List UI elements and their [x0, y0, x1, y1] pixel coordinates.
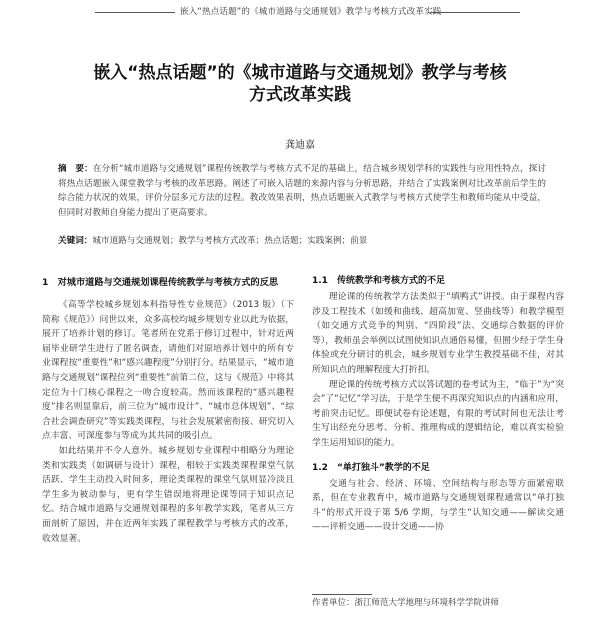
right-paragraph-1: 理论课的传统教学方法类似于“填鸭式”讲授。由于课程内容涉及工程技术（如缓和曲线、超高加宽、竖曲线等）和教学模型（如交通方式竞争的判别、“四阶段”法、交通综合数据的评价等），教师虽会举例以试图使知识点通俗易懂，但囿少经于学生身体验或充分研讨的机会，城乡规划专业学生教授基础不佳，对其所知识点的理解程度大打折扣。 [312, 292, 564, 375]
abstract-text: 在分析“城市道路与交通规划”课程传统教学与考核方式不足的基础上，结合城乡规划学科的实践性与应用性特点，探讨将热点话题嵌入课堂教学与考核的改革思路。阐述了可嵌入话题的来源内容与分析思路，并结合了实践案例对比改革前后学生的综合能力状况的效果，评价分层多元方法的过程。教改效果表明，热点话题嵌入式教学与考核方式使学生和教师均能从中受益，但同时对教师自身能力提出了更高要求。 [58, 164, 546, 218]
title-line-2: 方式改革实践 [249, 85, 351, 105]
title-line-1: 嵌入“热点话题”的《城市道路与交通规划》教学与考核 [93, 63, 507, 83]
running-head [0, 4, 600, 20]
running-head-rule-right [430, 12, 520, 13]
right-paragraph-3: 交通与社会、经济、环境、空间结构与形态等方面紧密联系，但在专业教育中，城市道路与交通规划课程通常以“单打独斗”的形式开设于第 5/6 学期，与学生“认知交通——解读交通——评析交通——设计交通——协 [312, 478, 564, 533]
keywords [58, 234, 546, 248]
footnote-rule [312, 594, 372, 595]
keywords-text: 城市道路与交通规划；教学与考核方式改革；热点话题；实践案例；前景 [92, 236, 368, 246]
right-paragraph-2: 理论课的传统考核方式以答试题的卷考试为主，“临于”为“突会”了“记忆”学习法，于是学生便不再深究知识点的内涵和应用，考前突击记忆。即便试卷有论述题，有限的考试时间也无法让考生写出经充分思考、分析、推理构成的逻辑结论，难以真实检验学生运用知识的能力。 [312, 379, 564, 448]
section-1-heading: 1 对城市道路与交通规划课程传统教学与考核方式的反思 [42, 277, 279, 288]
author-name: 龚迪嘉 [285, 140, 315, 151]
keywords-label: 关键词： [58, 236, 93, 246]
left-paragraph-1: 《高等学校城乡规划本科指导性专业规范》（2013 版）（下简称《规范》）问世以来，众多高校均城乡规划专业以此为依据，展开了培养计划的修订。笔者所在党系于修订过程中，针对近两届毕业研学生进行了匿名调查，请他们对原培养计划中的所有专业课程按“重要性”和“感兴趣程度”分别打分。结果显示，“城市道路与交通规划”课程位列“重要性”前第二位，这与《规范》中将其定位为十门核心课程之一吻合度较高。然而该课程的“感兴趣程度”排名则显靠后，前三位为“城市设计”、“城市总体规划”、“综合社会调查研究”等实践类课程，与社会发展紧密衔接、研究切入点丰富、可深度参与等成为其共同的吸引点。 [42, 300, 294, 442]
left-paragraph-2: 如此结果并不令人意外。城乡规划专业课程中相略分为理论类和实践类（如调研与设计）课程，相较于实践类课程课堂气氛活跃、学生主动投入时间多，理论类课程的课堂气氛则显冷淡且学生多为被动参与，更有学生错误地将理论课等同于知识点记忆。结合城市道路与交通规划课程的多年教学实践，笔者从三方面剖析了原因，并在近两年实践了课程教学与考核方式的改革，收效显著。 [42, 445, 294, 544]
running-head-rule-left [95, 12, 175, 13]
section-1-1-heading: 1.1 传统教学和考核方式的不足 [312, 276, 445, 286]
abstract [58, 162, 546, 220]
section-1-2-heading: 1.2 “单打独斗”教学的不足 [312, 462, 430, 473]
right-column [312, 274, 564, 535]
abstract-label: 摘 要： [58, 164, 93, 174]
left-column [42, 274, 294, 546]
running-head-text: 嵌入“热点话题”的《城市道路与交通规划》教学与考核方式改革实践 [180, 7, 442, 17]
author-affiliation-footnote: 作者单位：浙江师范大学地理与环境科学学院讲师 [312, 598, 500, 608]
article-title [40, 62, 560, 106]
